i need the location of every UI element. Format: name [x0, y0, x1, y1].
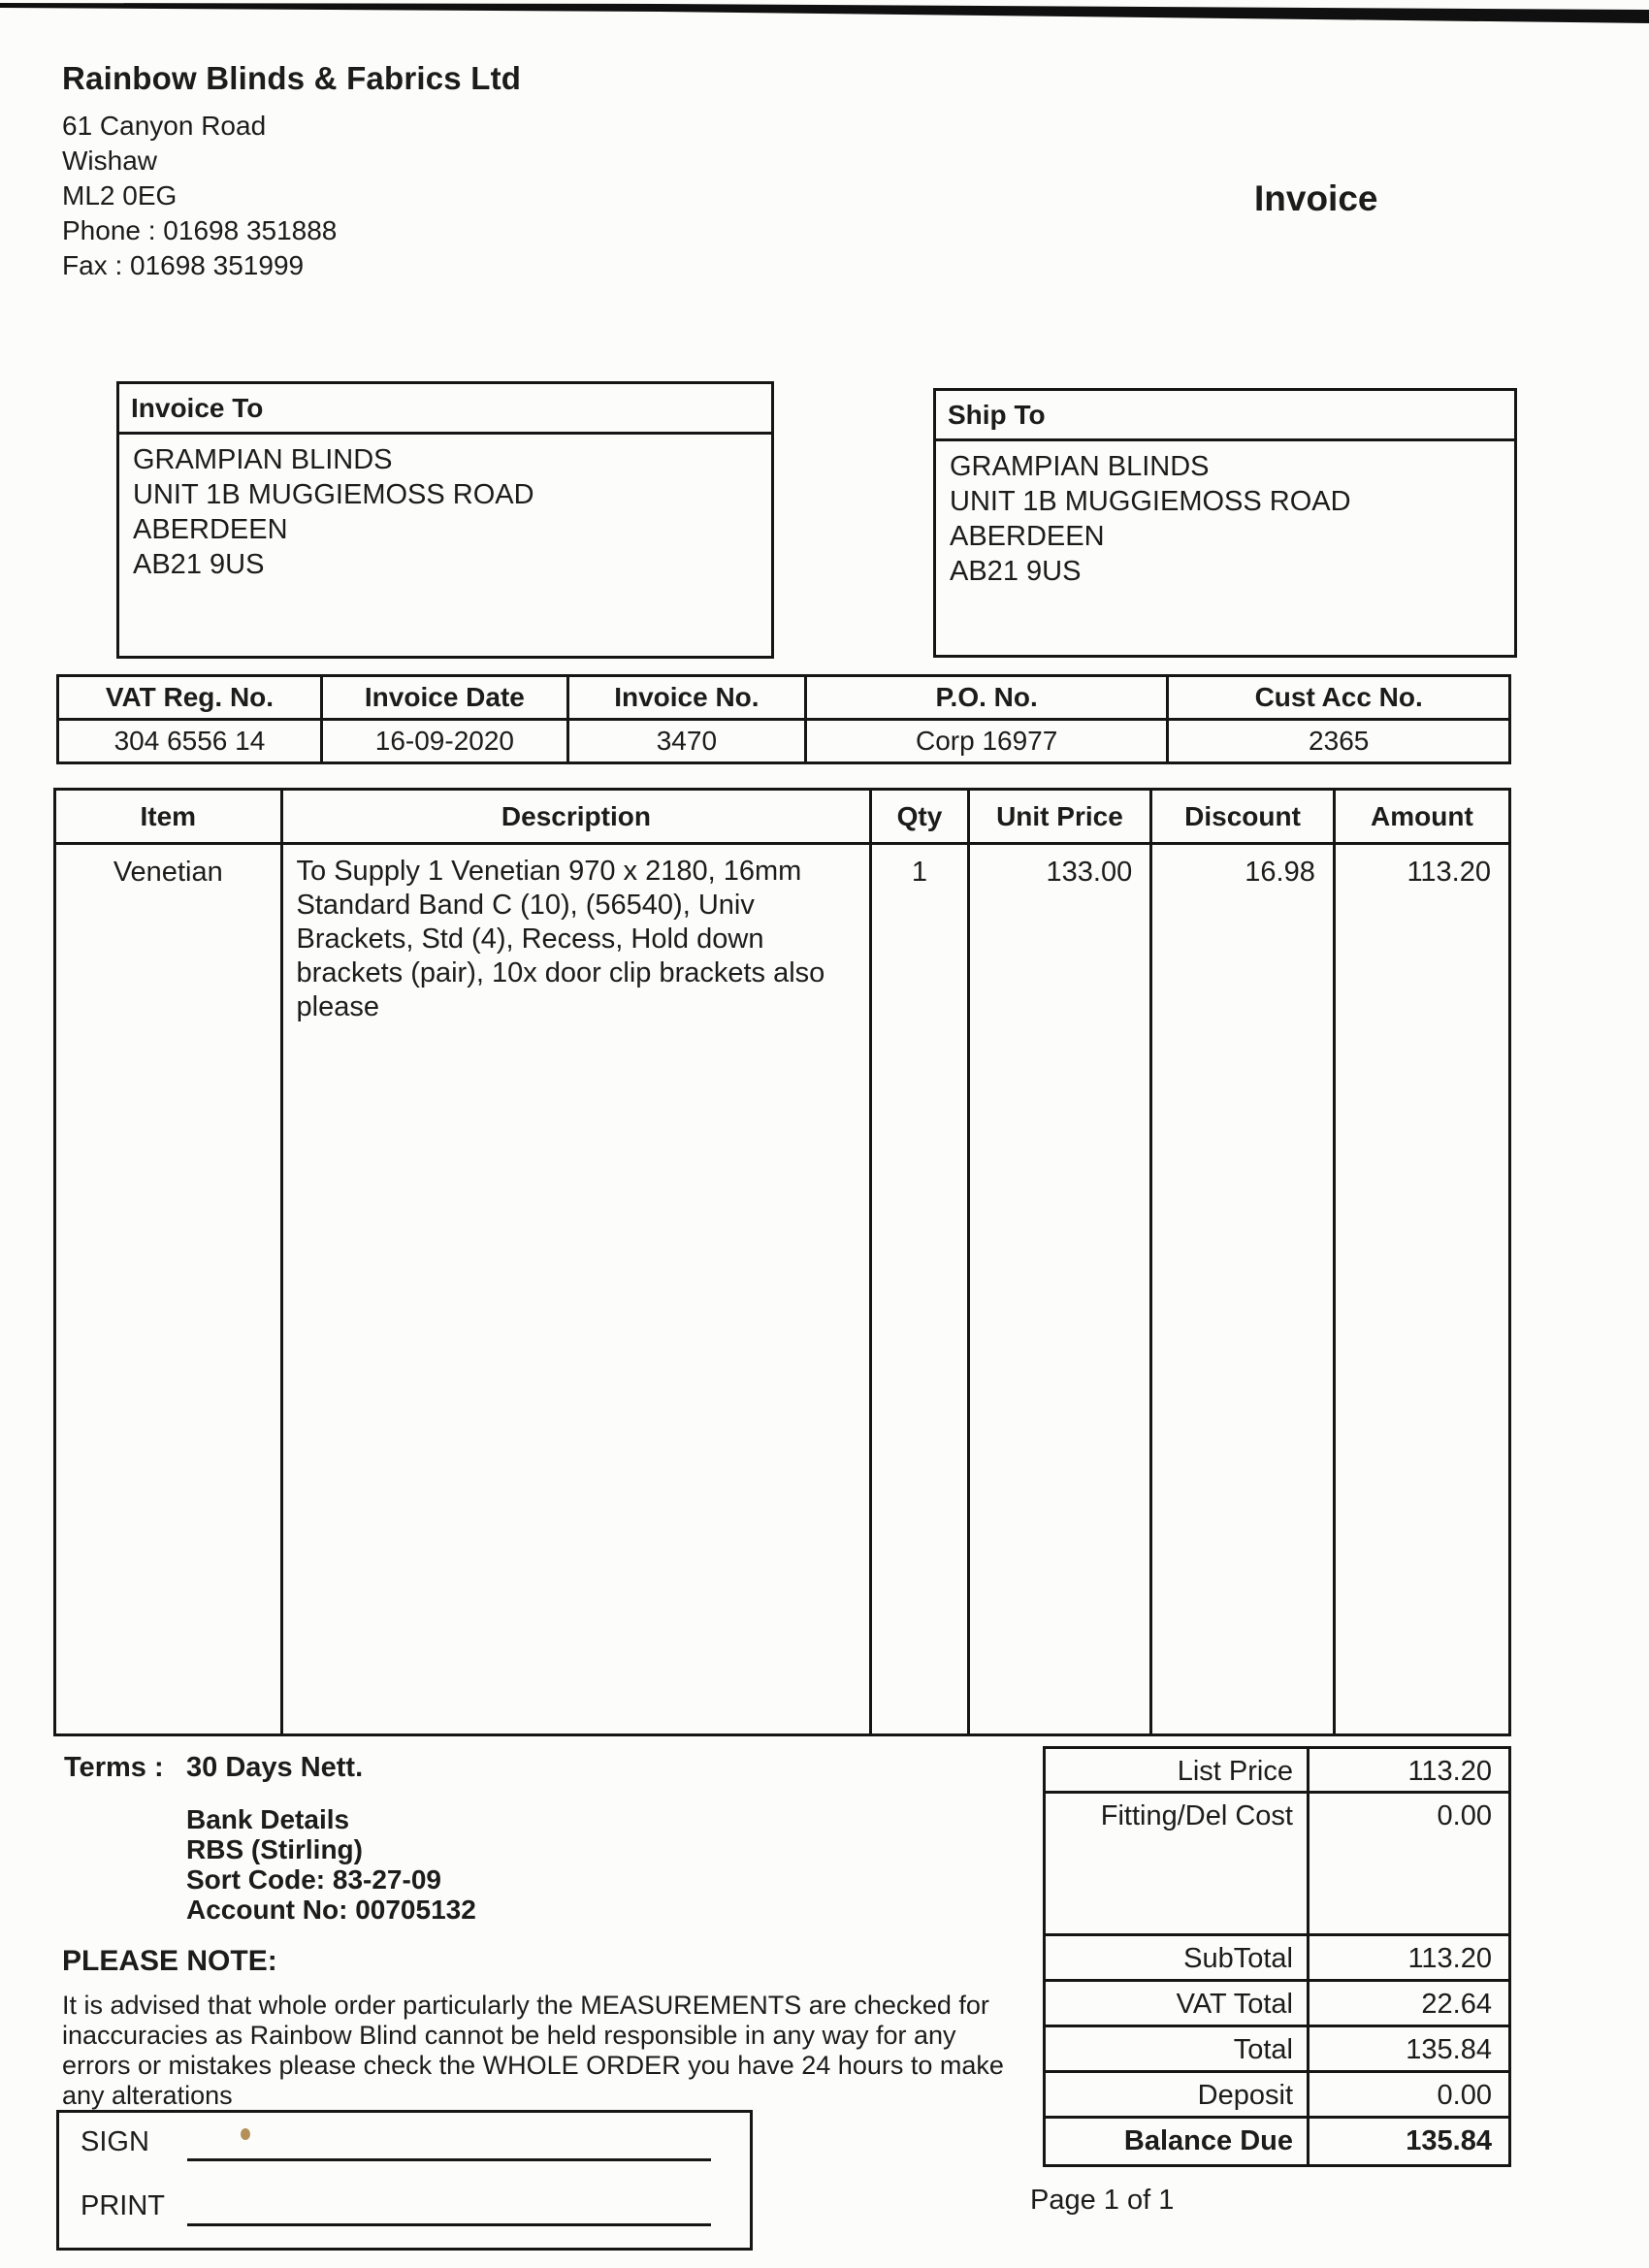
subtotal-value: 113.20	[1407, 1943, 1492, 1974]
subtotal-row	[1046, 1936, 1508, 1982]
company-fax: Fax : 01698 351999	[62, 250, 305, 280]
address-line: GRAMPIAN BLINDS	[133, 444, 393, 475]
address-line: GRAMPIAN BLINDS	[950, 451, 1210, 482]
item-cell: Venetian	[56, 845, 283, 1733]
discount-cell: 16.98	[1152, 845, 1336, 1733]
vat-total-value: 22.64	[1421, 1989, 1492, 2020]
list-price-value: 113.20	[1407, 1756, 1492, 1787]
company-phone: Phone : 01698 351888	[62, 215, 338, 245]
list-price-row	[1046, 1749, 1508, 1794]
discount-column-header: Discount	[1152, 791, 1336, 842]
address-line: UNIT 1B MUGGIEMOSS ROAD	[133, 479, 534, 510]
fitting-del-cost-value: 0.00	[1437, 1800, 1492, 1831]
bank-details	[186, 1804, 476, 1925]
subtotal-label: SubTotal	[1046, 1936, 1310, 1979]
document-title: Invoice	[1254, 178, 1378, 218]
total-row	[1046, 2027, 1508, 2073]
totals-summary-table	[1043, 1746, 1511, 2167]
cust-acc-no-header: Cust Acc No.	[1254, 682, 1423, 712]
invoice-details-table	[56, 674, 1511, 764]
vat-reg-no-value: 304 6556 14	[59, 721, 323, 761]
total-value: 135.84	[1406, 2034, 1492, 2065]
page-indicator: Page 1 of 1	[1030, 2185, 1175, 2216]
items-header-row	[56, 791, 1508, 845]
ship-to-label: Ship To	[936, 391, 1514, 441]
unit-price-column-header: Unit Price	[970, 791, 1153, 842]
deposit-label: Deposit	[1046, 2073, 1310, 2116]
invoice-date-header: Invoice Date	[323, 677, 569, 718]
cust-acc-no-value: 2365	[1309, 726, 1370, 756]
description-cell: To Supply 1 Venetian 970 x 2180, 16mm Standard Band C (10), (56540), Univ Brackets, Std (4), Recess, Hold down brackets (pair), 10x door clip brackets also please	[283, 845, 873, 1733]
address-line: UNIT 1B MUGGIEMOSS ROAD	[950, 486, 1351, 517]
vat-reg-no-header: VAT Reg. No.	[59, 677, 323, 718]
company-address-line: Wishaw	[62, 146, 158, 176]
po-no-header: P.O. No.	[807, 677, 1170, 718]
unit-price-cell: 133.00	[970, 845, 1153, 1733]
balance-due-label: Balance Due	[1046, 2119, 1310, 2164]
invoice-to-box	[116, 381, 774, 659]
invoice-no-header: Invoice No.	[569, 677, 807, 718]
ship-to-box	[933, 388, 1517, 658]
deposit-value: 0.00	[1437, 2080, 1492, 2111]
details-value-row	[59, 721, 1508, 761]
terms-value: 30 Days Nett.	[186, 1752, 364, 1783]
print-label: PRINT	[81, 2190, 165, 2221]
address-line: ABERDEEN	[950, 521, 1105, 552]
bank-name: RBS (Stirling)	[186, 1834, 363, 1864]
signature-box	[56, 2110, 753, 2251]
address-line: ABERDEEN	[133, 514, 288, 545]
line-items-table	[53, 788, 1511, 1736]
fitting-del-cost-row	[1046, 1794, 1508, 1936]
company-address	[62, 109, 337, 283]
ink-spot-artifact	[241, 2128, 250, 2140]
bank-sort-code: Sort Code: 83-27-09	[186, 1864, 441, 1895]
bank-account-no: Account No: 00705132	[186, 1895, 476, 1925]
vat-total-label: VAT Total	[1046, 1982, 1310, 2025]
ship-to-address	[936, 441, 1514, 597]
invoice-date-value: 16-09-2020	[323, 721, 569, 761]
po-no-value: Corp 16977	[807, 721, 1170, 761]
qty-column-header: Qty	[872, 791, 969, 842]
address-line: AB21 9US	[950, 556, 1082, 587]
invoice-no-value: 3470	[569, 721, 807, 761]
qty-cell: 1	[872, 845, 969, 1733]
please-note-body: It is advised that whole order particularly the MEASUREMENTS are checked for inaccuracies as Rainbow Blind cannot be held responsible in any way for any errors or mistakes please check the WHOLE ORDER you have 24 hours to make any alterations	[62, 1991, 1004, 2110]
sign-label: SIGN	[81, 2126, 149, 2157]
balance-due-row	[1046, 2119, 1508, 2164]
terms-label: Terms :	[64, 1752, 164, 1783]
invoice-to-address	[119, 435, 771, 590]
item-column-header: Item	[56, 791, 283, 842]
company-name: Rainbow Blinds & Fabrics Ltd	[62, 60, 522, 96]
total-label: Total	[1046, 2027, 1310, 2070]
amount-column-header: Amount	[1371, 800, 1473, 831]
amount-cell: 113.20	[1406, 857, 1491, 888]
balance-due-value: 135.84	[1406, 2125, 1492, 2156]
details-header-row	[59, 677, 1508, 721]
fitting-del-cost-label: Fitting/Del Cost	[1046, 1794, 1310, 1933]
deposit-row	[1046, 2073, 1508, 2119]
company-address-line: 61 Canyon Road	[62, 111, 267, 141]
vat-total-row	[1046, 1982, 1508, 2027]
list-price-label: List Price	[1046, 1749, 1310, 1791]
description-column-header: Description	[283, 791, 873, 842]
please-note-title: PLEASE NOTE:	[62, 1945, 277, 1977]
invoice-to-label: Invoice To	[119, 384, 771, 435]
sign-line	[187, 2158, 711, 2161]
scanner-edge-artifact	[0, 0, 1649, 27]
company-address-line: ML2 0EG	[62, 180, 178, 211]
bank-details-title: Bank Details	[186, 1804, 350, 1834]
address-line: AB21 9US	[133, 549, 265, 580]
print-line	[187, 2223, 711, 2226]
table-row	[56, 845, 1508, 1733]
